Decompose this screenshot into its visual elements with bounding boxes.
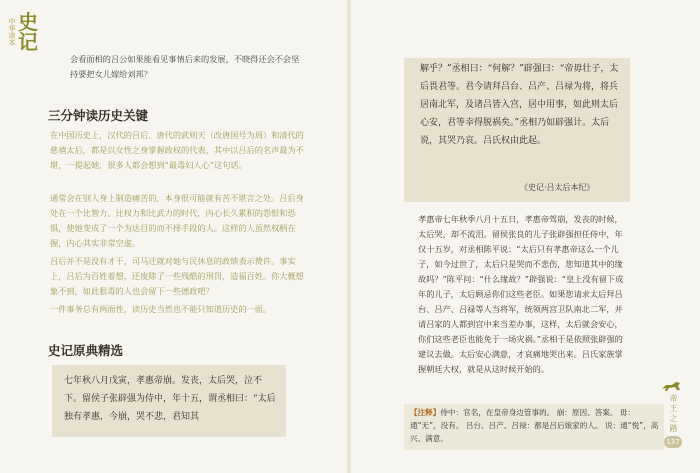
translation-paragraph: 孝惠帝七年秋季八月十五日，孝惠帝驾崩，发丧的时候，太后哭，却不流泪。留侯张良的儿子张辟强担任侍中，年仅十五岁，对丞相陈平说：“太后只有孝惠帝这么一个儿子，如今过世了，太后只是哭而不悲伤，您知道其中的缘故吗？”陈平问：“什么缘故？”辟强说：“皇上没有留下成年的儿子，太后顾忌你们这些老臣。如果您请求太后拜吕台、吕产、吕禄等人当将军，统领两宫卫队南北二军，并请吕家的人都到宫中来当差办事，这样，太后就会安心，你们这些老臣也能免于一场灾祸。”丞相于是依照张辟强的建议去做。太后安心满意，才哀痛地哭出来。吕氏家族掌握朝廷大权，就是从这时候开始的。 [418,214,624,374]
section-title-history-key: 三分钟读历史关键 [48,108,149,123]
notes-text: 侍中：官名，在皇帝身边管事的。 崩：原因、答案。 毋：通“无”，没有。 吕台、吕产、吕禄：都是吕后娘家的人。 说：通“悦”，高兴、满意。 [410,408,659,443]
history-paragraph-3: 吕后并不是没有才干，司马迁就对她与民休息的政绩表示赞许。事实上，吕后为百姓着想，还废除了一些残酷的刑罚，造福百姓。你大概想象不到，如此狠毒的人也会留下一些德政吧？ [50,256,304,296]
section-title-original-text: 史记原典精选 [48,343,124,358]
book-logo [8,12,48,56]
notes-tag: 【注释】 [410,408,441,417]
logo-title: 史记 [18,10,38,54]
history-paragraph-2: 通常会在别人身上制造痛苦的，本身很可能就有苦不堪言之处。吕后身处在一个比智力、比权力和比武力的时代，内心长久累积的怨恨和恐惧，使她变成了一个为达目的而不择手段的人。这样的人虽然权柄在握，内心其实非常空虚。 [50,193,304,248]
left-page [0,0,347,473]
logo-side-text: 中华读本 [8,18,16,46]
history-paragraph-4: 一件事务总有两面性，读历史当然也不能只知道历史的一面。 [50,304,272,314]
classic-text-left: 七年秋八月戊寅，孝惠帝崩。发丧，太后哭，泣不下。留侯子张辟强为侍中，年十五，谓丞相曰：“太后独有孝惠，今崩，哭不悲，君知其 [64,376,276,422]
chapter-side-title: 帝王之路 [669,394,678,434]
horse-icon [660,380,684,392]
intro-paragraph: 会看面相的吕公如果能看见事情后来的发展，不晓得还会不会坚持要把女儿嫁给刘邦？ [70,54,300,79]
notes [410,406,660,445]
source-citation: 《史记·吕太后本纪》 [520,183,595,192]
history-paragraph-1: 在中国历史上，汉代的吕后、唐代的武则天（改唐国号为周）和清代的慈禧太后，都是以女性之身掌握政权的代表，其中以吕后的名声最为不堪，一提起她，很多人都会想到“最毒妇人心”这句话。 [50,130,304,170]
classic-text-right: 解乎？”丞相曰：“何解？”辟强曰：“帝毋壮子，太后畏君等。君今请拜吕台、吕产、吕禄为将，将兵居南北军，及诸吕皆入宫，居中用事，如此则太后心安，君等幸得脱祸矣。”丞相乃如辟强计。太后说，其哭乃哀。吕氏权由此起。 [420,64,619,146]
page-number: 137 [664,436,682,448]
